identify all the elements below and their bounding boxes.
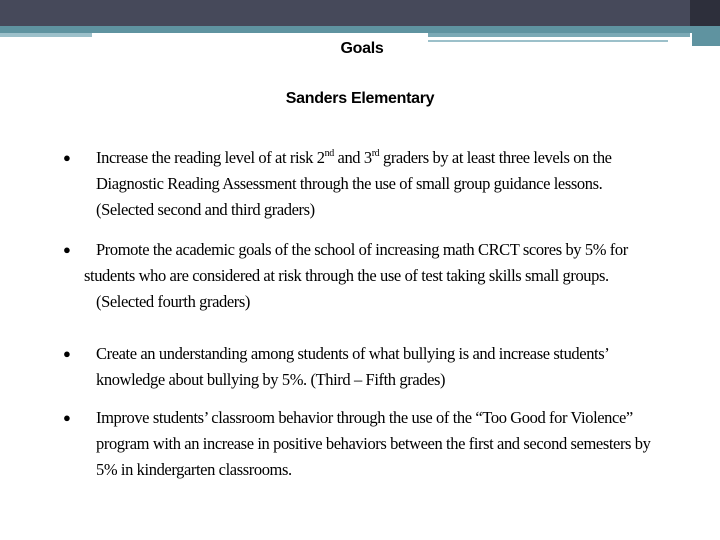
goal-text-part: graders by at least three levels on the (379, 148, 612, 167)
goal-line: students who are considered at risk through the use of test taking skills small groups. (84, 266, 609, 285)
goal-line: Create an understanding among students of what bullying is and increase students’ (96, 344, 610, 363)
superscript: nd (324, 148, 334, 159)
header-band (0, 0, 720, 26)
bullet-icon: ● (63, 150, 71, 165)
bullet-icon: ● (63, 346, 71, 361)
goal-line: 5% in kindergarten classrooms. (96, 460, 292, 479)
goal-line: knowledge about bullying by 5%. (Third – Fifth grades) (96, 370, 446, 389)
goal-line: (Selected second and third graders) (96, 200, 315, 219)
goal-text (96, 145, 686, 223)
goal-text (96, 405, 686, 483)
goal-text (96, 341, 686, 393)
goal-line: program with an increase in positive behaviors between the first and second semesters by (96, 434, 651, 453)
goal-text-part: Increase the reading level of at risk 2 (96, 148, 325, 167)
bullet-icon: ● (63, 410, 71, 425)
goal-line: Improve students’ classroom behavior through the use of the “Too Good for Violence” (96, 408, 633, 427)
goal-line: Diagnostic Reading Assessment through the use of small group guidance lessons. (96, 174, 603, 193)
goal-text-part: and 3 (333, 148, 372, 167)
page-subtitle: Sanders Elementary (285, 90, 435, 107)
goal-line: (Selected fourth graders) (96, 292, 251, 311)
accent-stripe-secondary (428, 33, 690, 37)
goal-line (96, 145, 686, 171)
page-title: Goals (340, 40, 384, 57)
accent-stripe-left (0, 33, 92, 37)
accent-stripe (0, 26, 720, 33)
header-corner (690, 0, 720, 26)
goal-line: Promote the academic goals of the school of increasing math CRCT scores by 5% for (96, 240, 628, 259)
superscript: rd (371, 148, 380, 159)
goal-text (84, 237, 686, 315)
bullet-icon: ● (63, 242, 71, 257)
